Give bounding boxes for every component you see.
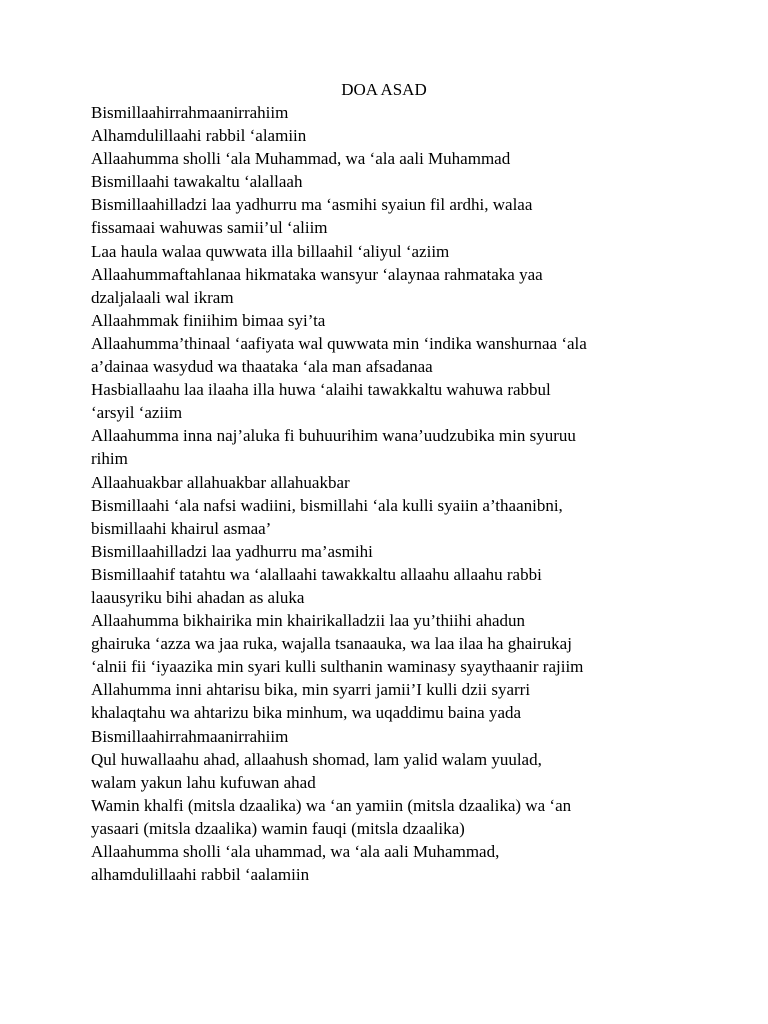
document-line: khalaqtahu wa ahtarizu bika minhum, wa uqaddimu baina yada [91,703,522,723]
document-line: Allaahumma inna naj’aluka fi buhuurihim wana’uudzubika min syuruu [91,426,576,446]
document-line: ‘alnii fii ‘iyaazika min syari kulli sulthanin waminasy syaythaanir rajiim [91,657,584,677]
document-line: dzaljalaali wal ikram [91,287,234,307]
document-line: Allaahumma sholli ‘ala Muhammad, wa ‘ala aali Muhammad [91,149,511,169]
document-line: Bismillaahirrahmaanirrahiim [91,726,289,746]
document-line: Bismillaahilladzi laa yadhurru ma’asmihi [91,541,373,561]
document-line: yasaari (mitsla dzaalika) wamin fauqi (mitsla dzaalika) [91,818,465,838]
document-line: Wamin khalfi (mitsla dzaalika) wa ‘an yamiin (mitsla dzaalika) wa ‘an [91,795,572,815]
document-line: Bismillaahi ‘ala nafsi wadiini, bismillahi ‘ala kulli syaiin a’thaanibni, [91,495,563,515]
document-line: Bismillaahif tatahtu wa ‘alallaahi tawakkaltu allaahu allaahu rabbi [91,564,542,584]
document-line: Alhamdulillaahi rabbil ‘alamiin [91,126,307,146]
document-line: Allaahmmak finiihim bimaa syi’ta [91,310,326,330]
document-line: Qul huwallaahu ahad, allaahush shomad, lam yalid walam yuulad, [91,749,542,769]
document-line: ‘arsyil ‘aziim [91,403,183,423]
document-line: bismillaahi khairul asmaa’ [91,518,272,538]
document-line: Allaahumma’thinaal ‘aafiyata wal quwwata min ‘indika wanshurnaa ‘ala [91,333,587,353]
document-line: ghairuka ‘azza wa jaa ruka, wajalla tsanaauka, wa laa ilaa ha ghairukaj [91,634,572,654]
document-line: Allaahumma sholli ‘ala uhammad, wa ‘ala aali Muhammad, [91,842,500,861]
document-line: Bismillaahilladzi laa yadhurru ma ‘asmihi syaiun fil ardhi, walaa [91,195,533,215]
document-line: a’dainaa wasydud wa thaataka ‘ala man afsadanaa [91,357,433,377]
document-line: walam yakun lahu kufuwan ahad [91,772,316,792]
document-line: Bismillaahirrahmaanirrahiim [91,103,289,122]
document-line: Laa haula walaa quwwata illa billaahil ‘aliyul ‘aziim [91,241,450,261]
document-title: DOA ASAD [341,80,427,99]
document-line: Allaahuakbar allahuakbar allahuakbar [91,472,350,492]
document-line: laausyriku bihi ahadan as aluka [91,587,305,607]
document-line: fissamaai wahuwas samii’ul ‘aliim [91,218,328,238]
document-line: Bismillaahi tawakaltu ‘alallaah [91,172,303,192]
document-line: Allaahumma bikhairika min khairikalladzii laa yu’thiihi ahadun [91,611,526,631]
document-line: Allahumma inni ahtarisu bika, min syarri jamii’I kulli dzii syarri [91,680,531,700]
document-body [91,101,711,886]
document-line: Allaahummaftahlanaa hikmataka wansyur ‘alaynaa rahmataka yaa [91,264,543,284]
document-line: alhamdulillaahi rabbil ‘aalamiin [91,865,310,885]
document-line: Hasbiallaahu laa ilaaha illa huwa ‘alaihi tawakkaltu wahuwa rabbul [91,380,551,400]
document-line: rihim [91,449,128,469]
